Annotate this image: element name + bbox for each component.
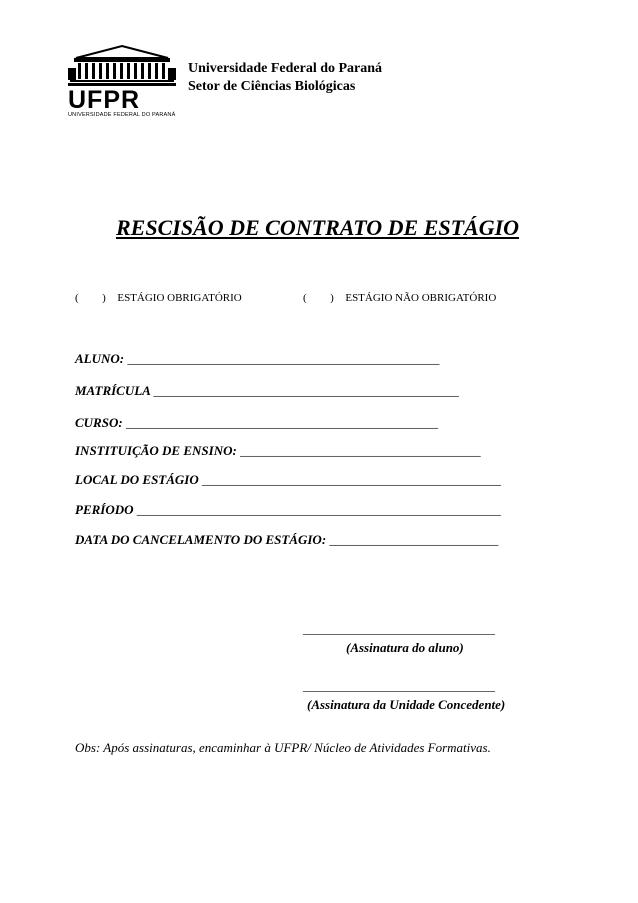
field-blank[interactable]: _______________________________________________	[153, 383, 459, 398]
field-label: PERÍODO	[75, 502, 134, 517]
field-blank[interactable]: ________________________________________________	[125, 415, 438, 430]
signature-line-unidade[interactable]: ________________________________	[303, 679, 495, 693]
option-label: ESTÁGIO OBRIGATÓRIO	[117, 292, 242, 304]
field-instituicao[interactable]	[75, 443, 481, 459]
signature-label-unidade: (Assinatura da Unidade Concedente)	[307, 697, 506, 712]
header	[188, 60, 382, 96]
field-blank[interactable]: _____________________________________	[240, 443, 481, 458]
field-curso[interactable]	[75, 415, 438, 431]
checkbox-open-paren: (	[303, 292, 307, 304]
field-blank[interactable]: ________________________________________________________	[136, 502, 501, 517]
checkbox-close-paren: )	[102, 292, 106, 304]
field-matricula[interactable]	[75, 383, 459, 399]
logo-subtitle: UNIVERSIDADE FEDERAL DO PARANÁ	[68, 112, 176, 118]
field-label: ALUNO:	[75, 351, 125, 366]
university-name: Universidade Federal do Paraná	[188, 61, 383, 76]
field-data-cancelamento[interactable]	[75, 532, 498, 548]
checkbox-open-paren: (	[75, 292, 79, 304]
field-label: CURSO:	[75, 415, 123, 430]
option-nao-obrigatorio[interactable]	[303, 292, 496, 304]
field-label: LOCAL DO ESTÁGIO	[75, 472, 199, 487]
signature-label-aluno: (Assinatura do aluno)	[346, 640, 464, 655]
option-obrigatorio[interactable]	[75, 292, 242, 304]
signature-line-aluno[interactable]: ________________________________	[303, 622, 495, 636]
field-periodo[interactable]	[75, 502, 501, 518]
sector-name: Setor de Ciências Biológicas	[188, 79, 356, 94]
option-label: ESTÁGIO NÃO OBRIGATÓRIO	[345, 292, 497, 304]
university-building-icon	[66, 44, 178, 88]
field-label: INSTITUIÇÃO DE ENSINO:	[75, 443, 237, 458]
field-label: DATA DO CANCELAMENTO DO ESTÁGIO:	[75, 532, 327, 547]
ufpr-logo	[66, 44, 178, 120]
document-title: RESCISÃO DE CONTRATO DE ESTÁGIO	[116, 215, 520, 240]
field-blank[interactable]: ________________________________________________	[127, 351, 440, 366]
logo-brand-text: UFPR	[68, 86, 141, 114]
field-label: MATRÍCULA	[75, 383, 151, 398]
field-local-estagio[interactable]	[75, 472, 501, 488]
field-blank[interactable]: ______________________________________________	[202, 472, 502, 487]
observation-note: Obs: Após assinaturas, encaminhar à UFPR/ Núcleo de Atividades Formativas.	[75, 740, 491, 755]
field-blank[interactable]: __________________________	[329, 532, 499, 547]
checkbox-close-paren: )	[330, 292, 334, 304]
field-aluno[interactable]	[75, 351, 439, 367]
